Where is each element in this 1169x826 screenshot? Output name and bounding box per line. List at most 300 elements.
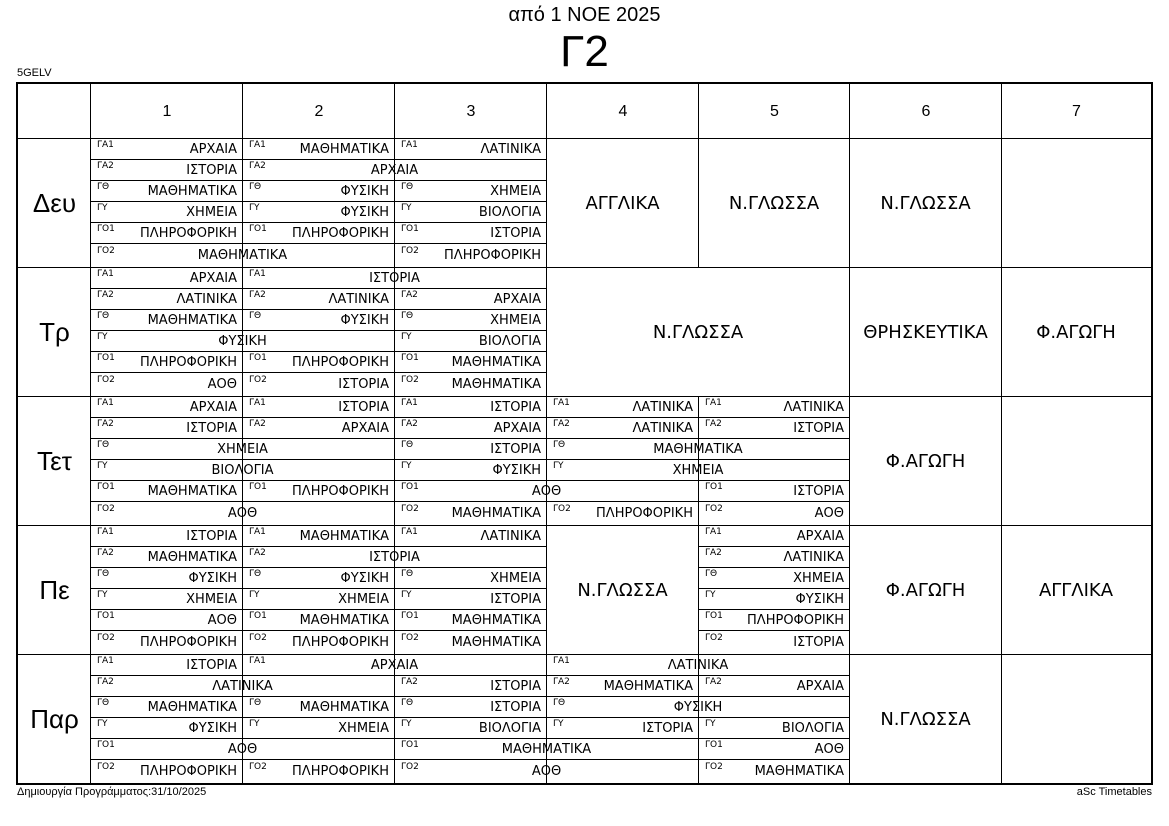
group-code: ΓΑ1 [97, 140, 114, 150]
subject-name: ΧΗΜΕΙΑ [793, 571, 844, 586]
subject-name: ΜΑΘΗΜΑΤΙΚΑ [451, 506, 541, 521]
day-label: Τρ [39, 317, 70, 347]
group-code: ΓΟ1 [97, 740, 115, 750]
group-lesson [91, 655, 242, 676]
group-lesson [699, 718, 849, 739]
subject-name: ΦΥΣΙΚΗ [795, 592, 844, 607]
group-lesson [395, 181, 546, 202]
group-lesson [395, 202, 546, 223]
group-lesson [91, 352, 242, 373]
subject-name: ΠΛΗΡΟΦΟΡΙΚΗ [140, 764, 237, 779]
group-code: ΓΘ [401, 440, 414, 450]
subject-name: ΑΡΧΑΙΑ [341, 421, 389, 436]
subject-name: ΠΛΗΡΟΦΟΡΙΚΗ [596, 506, 693, 521]
group-lesson [395, 697, 546, 718]
group-code: ΓΘ [97, 311, 110, 321]
group-lesson [91, 181, 242, 202]
group-code: ΓΑ1 [401, 140, 418, 150]
timetable-grid [16, 82, 1153, 785]
lesson-cell [1002, 655, 1150, 784]
group-code: ΓΟ1 [705, 740, 723, 750]
subject-name: ΑΟΘ [531, 484, 562, 499]
day-label: Παρ [30, 704, 79, 734]
group-code: ΓΥ [97, 719, 108, 729]
subject-name: ΙΣΤΟΡΙΑ [793, 421, 844, 436]
group-code: ΓΑ1 [705, 527, 722, 537]
group-code: ΓΑ1 [401, 398, 418, 408]
group-lesson [699, 589, 849, 610]
group-lesson [547, 418, 698, 439]
subject-name: ΦΥΣΙΚΗ [673, 700, 723, 715]
group-code: ΓΥ [553, 719, 564, 729]
group-lesson [91, 268, 242, 289]
subject-name: ΜΑΘΗΜΑΤΙΚΑ [603, 679, 693, 694]
group-code: ΓΘ [401, 569, 414, 579]
subject-name: ΛΑΤΙΝΙΚΑ [176, 292, 237, 307]
subject-name: ΛΑΤΙΝΙΚΑ [667, 658, 729, 673]
subject-name: ΠΛΗΡΟΦΟΡΙΚΗ [292, 355, 389, 370]
subject-name: ΧΗΜΕΙΑ [338, 721, 389, 736]
group-code: ΓΟ1 [401, 353, 419, 363]
group-code: ΓΑ2 [705, 677, 722, 687]
group-lesson [91, 439, 394, 460]
group-code: ΓΑ2 [97, 677, 114, 687]
group-lesson [395, 331, 546, 352]
group-code: ΓΑ1 [249, 656, 266, 666]
group-code: ΓΟ1 [705, 482, 723, 492]
group-lesson [395, 526, 546, 547]
group-code: ΓΟ2 [553, 504, 571, 514]
class-title: Γ2 [560, 27, 609, 76]
subject-name: ΜΑΘΗΜΑΤΙΚΑ [299, 142, 389, 157]
group-code: ΓΥ [705, 719, 716, 729]
subject-name: ΑΡΧΑΙΑ [493, 292, 541, 307]
group-lesson [91, 481, 242, 502]
lesson-cell: Ν.ΓΛΩΣΣΑ [880, 193, 971, 214]
group-code: ΓΥ [401, 203, 412, 213]
group-lesson [243, 374, 394, 397]
group-lesson [395, 310, 546, 331]
subject-name: ΙΣΤΟΡΙΑ [490, 592, 541, 607]
lesson-cell: Ν.ΓΛΩΣΣΑ [728, 193, 820, 214]
group-lesson [91, 160, 242, 181]
subject-name: ΙΣΤΟΡΙΑ [793, 484, 844, 499]
subject-name: ΠΛΗΡΟΦΟΡΙΚΗ [140, 355, 237, 370]
subject-name: ΑΟΘ [814, 506, 844, 521]
group-code: ΓΟ1 [401, 611, 419, 621]
group-lesson [699, 632, 849, 655]
group-code: ΓΟ1 [249, 353, 267, 363]
subject-name: ΜΑΘΗΜΑΤΙΚΑ [299, 613, 389, 628]
subject-name: ΜΑΘΗΜΑΤΙΚΑ [754, 764, 844, 779]
day-label: Δευ [32, 188, 77, 218]
group-lesson [243, 610, 394, 631]
subject-name: ΜΑΘΗΜΑΤΙΚΑ [451, 377, 541, 392]
lesson-cell: ΘΡΗΣΚΕΥΤΙΚΑ [863, 322, 988, 343]
lesson-cell: ΑΓΓΛΙΚΑ [1038, 580, 1114, 601]
group-lesson [91, 761, 242, 784]
group-code: ΓΑ1 [97, 269, 114, 279]
group-lesson [699, 418, 849, 439]
group-code: ΓΑ1 [249, 398, 266, 408]
group-code: ΓΑ1 [249, 269, 266, 279]
brand-label: aSc Timetables [1076, 786, 1152, 798]
lesson-cell [1002, 397, 1150, 526]
group-lesson [547, 460, 849, 481]
group-code: ΓΑ1 [97, 527, 114, 537]
group-code: ΓΑ2 [97, 419, 114, 429]
subject-name: ΜΑΘΗΜΑΤΙΚΑ [147, 184, 237, 199]
group-code: ΓΑ1 [705, 398, 722, 408]
subject-name: ΜΑΘΗΜΑΤΙΚΑ [147, 550, 237, 565]
group-lesson [395, 589, 546, 610]
period-header-4: 4 [618, 102, 628, 120]
period-header-6: 6 [921, 102, 931, 120]
group-lesson [243, 697, 394, 718]
group-code: ΓΑ1 [97, 656, 114, 666]
group-lesson [395, 418, 546, 439]
group-lesson [91, 503, 394, 526]
group-code: ΓΟ2 [97, 762, 115, 772]
group-code: ΓΟ1 [249, 482, 267, 492]
group-code: ΓΑ2 [705, 548, 722, 558]
group-lesson [547, 655, 849, 676]
group-code: ΓΑ1 [553, 656, 570, 666]
group-lesson [243, 589, 394, 610]
group-code: ΓΟ1 [97, 353, 115, 363]
group-lesson [243, 160, 546, 181]
subject-name: ΠΛΗΡΟΦΟΡΙΚΗ [140, 635, 237, 650]
group-code: ΓΟ1 [401, 740, 419, 750]
group-lesson [91, 397, 242, 418]
subject-name: ΛΑΤΙΝΙΚΑ [783, 550, 844, 565]
subject-name: ΛΑΤΙΝΙΚΑ [328, 292, 389, 307]
group-code: ΓΟ2 [705, 504, 723, 514]
subject-name: ΙΣΤΟΡΙΑ [186, 529, 237, 544]
group-lesson [243, 397, 394, 418]
group-code: ΓΑ2 [249, 419, 266, 429]
group-lesson [547, 718, 698, 739]
group-code: ΓΘ [553, 698, 566, 708]
subject-name: ΙΣΤΟΡΙΑ [642, 721, 693, 736]
group-code: ΓΟ1 [249, 224, 267, 234]
subject-name: ΦΥΣΙΚΗ [340, 184, 389, 199]
group-lesson [91, 331, 394, 352]
column-divider [849, 84, 850, 139]
group-code: ΓΟ2 [249, 375, 267, 385]
subject-name: ΠΛΗΡΟΦΟΡΙΚΗ [292, 635, 389, 650]
group-lesson [91, 289, 242, 310]
subject-name: ΙΣΤΟΡΙΑ [793, 635, 844, 650]
school-code: 5GELV [17, 67, 52, 79]
group-code: ΓΘ [97, 698, 110, 708]
group-code: ΓΑ2 [97, 548, 114, 558]
group-lesson [91, 568, 242, 589]
group-lesson [243, 202, 394, 223]
group-code: ΓΟ2 [97, 246, 115, 256]
subject-name: ΑΡΧΑΙΑ [370, 658, 419, 673]
group-code: ΓΑ1 [249, 527, 266, 537]
subject-name: ΑΟΘ [531, 764, 562, 779]
subject-name: ΠΛΗΡΟΦΟΡΙΚΗ [747, 613, 844, 628]
subject-name: ΦΥΣΙΚΗ [340, 571, 389, 586]
group-code: ΓΘ [97, 182, 110, 192]
group-lesson [243, 568, 394, 589]
subject-name: ΒΙΟΛΟΓΙΑ [478, 205, 541, 220]
group-code: ΓΥ [705, 590, 716, 600]
subject-name: ΛΑΤΙΝΙΚΑ [632, 400, 693, 415]
subject-name: ΦΥΣΙΚΗ [492, 463, 541, 478]
column-divider [546, 84, 547, 139]
period-header-3: 3 [466, 102, 476, 120]
group-code: ΓΟ1 [97, 482, 115, 492]
group-code: ΓΑ1 [249, 140, 266, 150]
day-label: Πε [39, 575, 70, 605]
group-code: ΓΑ2 [401, 677, 418, 687]
group-lesson [699, 761, 849, 784]
group-code: ΓΟ2 [249, 633, 267, 643]
lesson-cell: Φ.ΑΓΩΓΗ [885, 580, 966, 601]
group-code: ΓΟ2 [97, 375, 115, 385]
group-code: ΓΑ2 [249, 290, 266, 300]
group-code: ΓΥ [249, 590, 260, 600]
subject-name: ΙΣΤΟΡΙΑ [369, 271, 420, 286]
subject-name: ΑΡΧΑΙΑ [493, 421, 541, 436]
group-code: ΓΑ2 [249, 548, 266, 558]
group-code: ΓΑ2 [249, 161, 266, 171]
subject-name: ΑΟΘ [814, 742, 844, 757]
group-code: ΓΑ2 [553, 677, 570, 687]
group-lesson [91, 223, 242, 244]
group-lesson [243, 139, 394, 160]
subject-name: ΦΥΣΙΚΗ [188, 571, 237, 586]
group-code: ΓΥ [97, 332, 108, 342]
group-code: ΓΟ2 [97, 633, 115, 643]
group-lesson [91, 460, 394, 481]
subject-name: ΧΗΜΕΙΑ [490, 313, 541, 328]
group-lesson [243, 547, 546, 568]
lesson-cell: Φ.ΑΓΩΓΗ [885, 451, 966, 472]
group-code: ΓΘ [401, 182, 414, 192]
group-lesson [395, 374, 546, 397]
group-code: ΓΥ [249, 719, 260, 729]
group-code: ΓΑ2 [97, 290, 114, 300]
subject-name: ΜΑΘΗΜΑΤΙΚΑ [653, 442, 743, 457]
group-code: ΓΟ2 [705, 633, 723, 643]
subject-name: ΑΟΘ [207, 377, 237, 392]
group-lesson [243, 352, 394, 373]
group-lesson [395, 289, 546, 310]
group-lesson [547, 397, 698, 418]
group-lesson [243, 181, 394, 202]
group-code: ΓΘ [249, 698, 262, 708]
group-lesson [91, 245, 394, 268]
group-lesson [395, 223, 546, 244]
group-lesson [699, 568, 849, 589]
group-code: ΓΟ1 [249, 611, 267, 621]
group-code: ΓΟ2 [97, 504, 115, 514]
group-code: ΓΥ [97, 590, 108, 600]
lesson-cell: Φ.ΑΓΩΓΗ [1036, 322, 1116, 343]
group-lesson [91, 139, 242, 160]
group-code: ΓΑ1 [401, 527, 418, 537]
subject-name: ΑΟΘ [227, 506, 258, 521]
subject-name: ΧΗΜΕΙΑ [217, 442, 268, 457]
subject-name: ΜΑΘΗΜΑΤΙΚΑ [501, 742, 592, 757]
group-lesson [243, 418, 394, 439]
group-lesson [91, 526, 242, 547]
subject-name: ΑΡΧΑΙΑ [370, 163, 419, 178]
group-code: ΓΘ [401, 698, 414, 708]
lesson-cell [1002, 139, 1150, 268]
group-code: ΓΟ2 [401, 246, 419, 256]
subject-name: ΙΣΤΟΡΙΑ [490, 226, 541, 241]
subject-name: ΠΛΗΡΟΦΟΡΙΚΗ [140, 226, 237, 241]
subject-name: ΠΛΗΡΟΦΟΡΙΚΗ [292, 764, 389, 779]
subject-name: ΠΛΗΡΟΦΟΡΙΚΗ [292, 226, 389, 241]
group-lesson [395, 568, 546, 589]
group-lesson [243, 223, 394, 244]
group-code: ΓΘ [249, 569, 262, 579]
group-code: ΓΘ [97, 569, 110, 579]
group-lesson [243, 761, 394, 784]
group-code: ΓΟ2 [401, 504, 419, 514]
subject-name: ΜΑΘΗΜΑΤΙΚΑ [147, 313, 237, 328]
group-lesson [243, 268, 546, 289]
subject-name: ΙΣΤΟΡΙΑ [338, 377, 389, 392]
subject-name: ΠΛΗΡΟΦΟΡΙΚΗ [292, 484, 389, 499]
group-code: ΓΟ1 [401, 224, 419, 234]
period-header-2: 2 [314, 102, 324, 120]
subject-name: ΠΛΗΡΟΦΟΡΙΚΗ [444, 248, 541, 263]
group-lesson [395, 460, 546, 481]
group-lesson [395, 139, 546, 160]
group-code: ΓΟ1 [401, 482, 419, 492]
subject-name: ΦΥΣΙΚΗ [188, 721, 237, 736]
subject-name: ΙΣΤΟΡΙΑ [490, 700, 541, 715]
group-code: ΓΑ2 [97, 161, 114, 171]
group-code: ΓΥ [249, 203, 260, 213]
group-lesson [395, 397, 546, 418]
subject-name: ΛΑΤΙΝΙΚΑ [783, 400, 844, 415]
group-lesson [91, 632, 242, 655]
group-code: ΓΑ2 [401, 419, 418, 429]
lesson-cell: Ν.ΓΛΩΣΣΑ [652, 322, 744, 343]
group-code: ΓΟ1 [97, 224, 115, 234]
subject-name: ΒΙΟΛΟΓΙΑ [478, 334, 541, 349]
group-code: ΓΥ [553, 461, 564, 471]
group-code: ΓΟ1 [97, 611, 115, 621]
group-code: ΓΑ2 [553, 419, 570, 429]
subject-name: ΒΙΟΛΟΓΙΑ [781, 721, 844, 736]
subject-name: ΧΗΜΕΙΑ [186, 592, 237, 607]
group-lesson [243, 655, 546, 676]
group-code: ΓΥ [401, 332, 412, 342]
subject-name: ΧΗΜΕΙΑ [338, 592, 389, 607]
group-lesson [395, 718, 546, 739]
subject-name: ΧΗΜΕΙΑ [186, 205, 237, 220]
group-lesson [91, 676, 394, 697]
group-lesson [395, 352, 546, 373]
subject-name: ΒΙΟΛΟΓΙΑ [478, 721, 541, 736]
group-lesson [395, 439, 546, 460]
group-lesson [699, 739, 849, 760]
subject-name: ΜΑΘΗΜΑΤΙΚΑ [299, 700, 389, 715]
group-lesson [699, 481, 849, 502]
group-lesson [91, 697, 242, 718]
group-lesson [395, 245, 546, 268]
group-code: ΓΑ1 [97, 398, 114, 408]
group-code: ΓΘ [553, 440, 566, 450]
schedule-date: από 1 ΝΟΕ 2025 [508, 4, 661, 26]
group-lesson [395, 503, 546, 526]
subject-name: ΧΗΜΕΙΑ [672, 463, 724, 478]
group-lesson [547, 503, 698, 526]
group-lesson [395, 761, 698, 784]
period-header-7: 7 [1072, 102, 1081, 120]
group-lesson [395, 610, 546, 631]
group-lesson [699, 503, 849, 526]
group-code: ΓΘ [249, 182, 262, 192]
subject-name: ΑΡΧΑΙΑ [796, 679, 844, 694]
subject-name: ΑΡΧΑΙΑ [189, 271, 237, 286]
group-code: ΓΘ [249, 311, 262, 321]
subject-name: ΙΣΤΟΡΙΑ [490, 400, 541, 415]
group-code: ΓΑ2 [705, 419, 722, 429]
subject-name: ΛΑΤΙΝΙΚΑ [480, 142, 541, 157]
subject-name: ΛΑΤΙΝΙΚΑ [632, 421, 693, 436]
group-lesson [547, 697, 849, 718]
group-code: ΓΟ2 [401, 633, 419, 643]
group-lesson [243, 526, 394, 547]
subject-name: ΑΡΧΑΙΑ [189, 142, 237, 157]
group-lesson [395, 481, 698, 502]
lesson-cell: ΑΓΓΛΙΚΑ [585, 193, 660, 214]
group-lesson [699, 397, 849, 418]
group-code: ΓΟ1 [705, 611, 723, 621]
group-code: ΓΘ [401, 311, 414, 321]
group-lesson [243, 718, 394, 739]
group-lesson [395, 632, 546, 655]
column-divider [1001, 84, 1002, 139]
subject-name: ΙΣΤΟΡΙΑ [186, 658, 237, 673]
group-lesson [91, 610, 242, 631]
subject-name: ΜΑΘΗΜΑΤΙΚΑ [299, 529, 389, 544]
group-lesson [91, 374, 242, 397]
group-lesson [547, 676, 698, 697]
group-lesson [243, 632, 394, 655]
group-lesson [699, 676, 849, 697]
column-divider [698, 84, 699, 139]
subject-name: ΧΗΜΕΙΑ [490, 184, 541, 199]
group-code: ΓΑ2 [401, 290, 418, 300]
subject-name: ΦΥΣΙΚΗ [340, 313, 389, 328]
group-code: ΓΘ [705, 569, 718, 579]
day-label: Τετ [37, 446, 72, 476]
creation-date: Δημιουργία Προγράμματος:31/10/2025 [17, 786, 207, 798]
group-lesson [699, 547, 849, 568]
subject-name: ΙΣΤΟΡΙΑ [338, 400, 389, 415]
period-header-5: 5 [770, 102, 779, 120]
period-header-1: 1 [162, 102, 172, 120]
group-lesson [91, 718, 242, 739]
group-lesson [91, 589, 242, 610]
group-code: ΓΥ [401, 461, 412, 471]
group-code: ΓΟ2 [249, 762, 267, 772]
subject-name: ΙΣΤΟΡΙΑ [369, 550, 420, 565]
group-lesson [547, 439, 849, 460]
group-code: ΓΟ2 [401, 375, 419, 385]
